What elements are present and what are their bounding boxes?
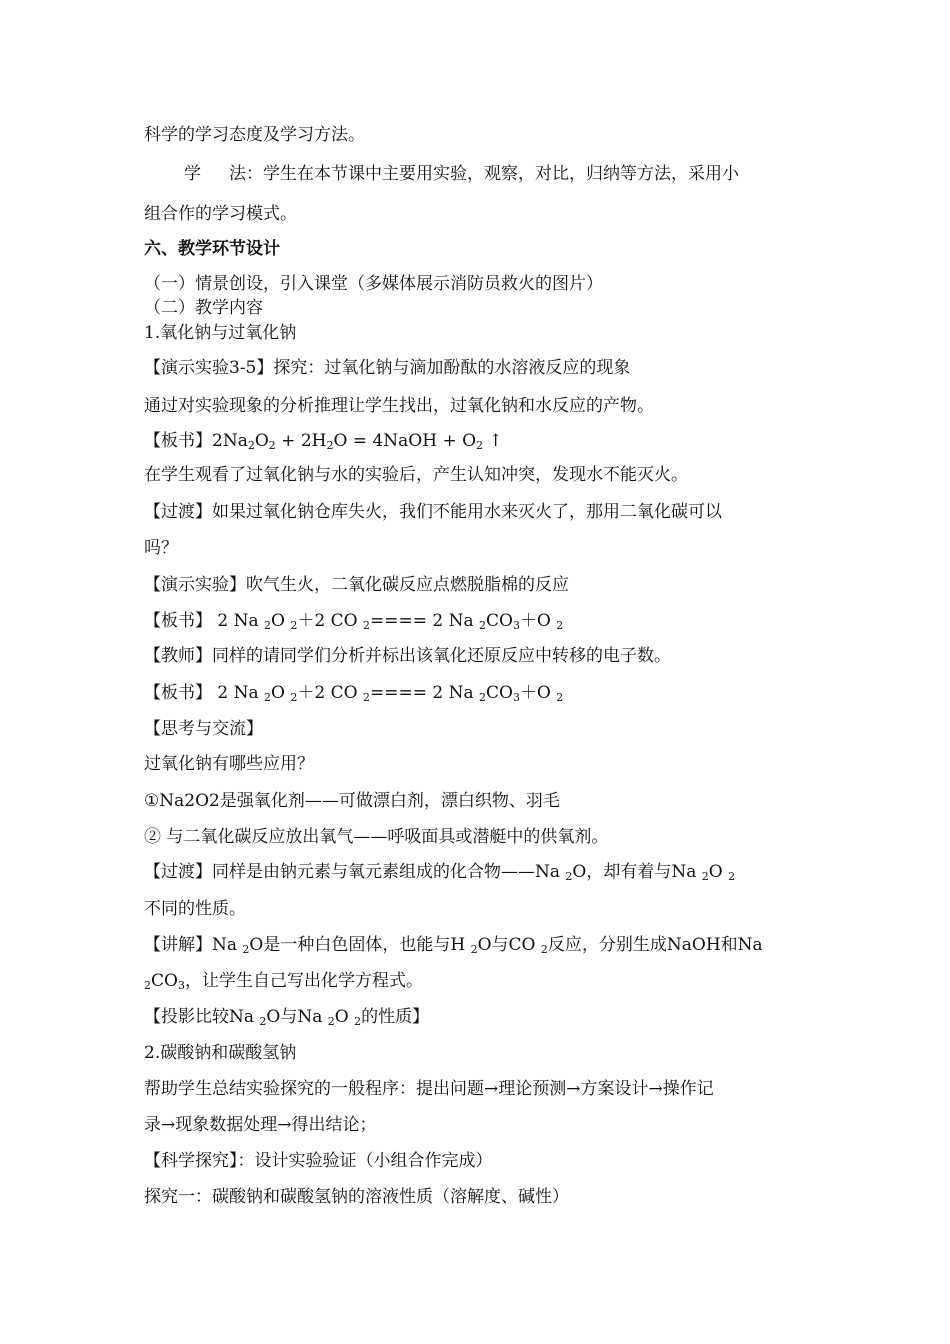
text-line: 科学的学习态度及学习方法。 <box>144 125 365 145</box>
text-line: $_2CO_3$，让学生自己写出化学方程式。 <box>144 971 423 992</box>
text-line: 通过对实验现象的分析推理让学生找出，过氧化钠和水反应的产物。 <box>144 396 654 416</box>
text-line: 探究一：碳酸钠和碳酸氢钠的溶液性质（溶解度、碱性） <box>144 1187 569 1207</box>
text-line: 组合作的学习模式。 <box>144 204 297 224</box>
text-line: 【演示实验】吹气生火，二氧化碳反应点燃脱脂棉的反应 <box>144 575 569 595</box>
equation-line: 【板书】$2Na_2O_2 + 2H_2O$ = 4NaOH + $O_2$ ↑ <box>144 431 503 452</box>
list-item: ② 与二氧化碳反应放出氧气——呼吸面具或潜艇中的供氧剂。 <box>144 827 609 847</box>
subsection-heading: 1.氧化钠与过氧化钠 <box>144 323 297 343</box>
subsection-heading: 2.碳酸钠和碳酸氢钠 <box>144 1043 297 1063</box>
text-line: 不同的性质。 <box>144 899 246 919</box>
equation-line: 【板书】 2 Na $_2$O $_2$＋2 CO $_2$==== 2 Na $_2CO_3+O$ $_2$ <box>144 611 564 632</box>
text-line: 过氧化钠有哪些应用？ <box>144 754 314 774</box>
text-line: 吗？ <box>144 538 178 558</box>
text-line: 帮助学生总结实验探究的一般程序：提出问题→理论预测→方案设计→操作记 <box>144 1079 714 1099</box>
text-line: 【投影比较Na $_2$O与Na $_2$O $_2$的性质】 <box>144 1007 430 1028</box>
text-line: 【思考与交流】 <box>144 719 263 739</box>
text-line: 【讲解】Na $_2$O是一种白色固体，也能与H $_2$O与CO $_2$反应，分别生成NaOH和Na <box>144 935 763 956</box>
text-line: 【过渡】同样是由钠元素与氧元素组成的化合物——Na $_2$O，却有着与Na $_2$O $_2$ <box>144 862 736 883</box>
text-line: （一）情景创设，引入课堂（多媒体展示消防员救火的图片） <box>144 274 603 294</box>
text-line: 【过渡】如果过氧化钠仓库失火，我们不能用水来灭火了，那用二氧化碳可以 <box>144 502 722 522</box>
list-item: ①Na2O2是强氧化剂——可做漂白剂，漂白织物、羽毛 <box>144 791 560 811</box>
section-heading: 六、教学环节设计 <box>144 239 280 259</box>
equation-line: 【板书】 2 Na $_2$O $_2$＋2 CO $_2$==== 2 Na $_2CO_3+O$ $_2$ <box>144 683 564 704</box>
text-line-study-method: 学 法：学生在本节课中主要用实验，观察，对比，归纳等方法，采用小 <box>184 164 739 184</box>
text-line: 【演示实验3-5】探究：过氧化钠与滴加酚酞的水溶液反应的现象 <box>144 358 631 378</box>
text-line: 录→现象数据处理→得出结论； <box>144 1115 377 1135</box>
text-line: 【科学探究】：设计实验验证（小组合作完成） <box>144 1151 493 1171</box>
text-line: （二）教学内容 <box>144 298 263 318</box>
text-line: 【教师】同样的请同学们分析并标出该氧化还原反应中转移的电子数。 <box>144 646 671 666</box>
text-line: 在学生观看了过氧化钠与水的实验后，产生认知冲突，发现水不能灭火。 <box>144 465 688 485</box>
